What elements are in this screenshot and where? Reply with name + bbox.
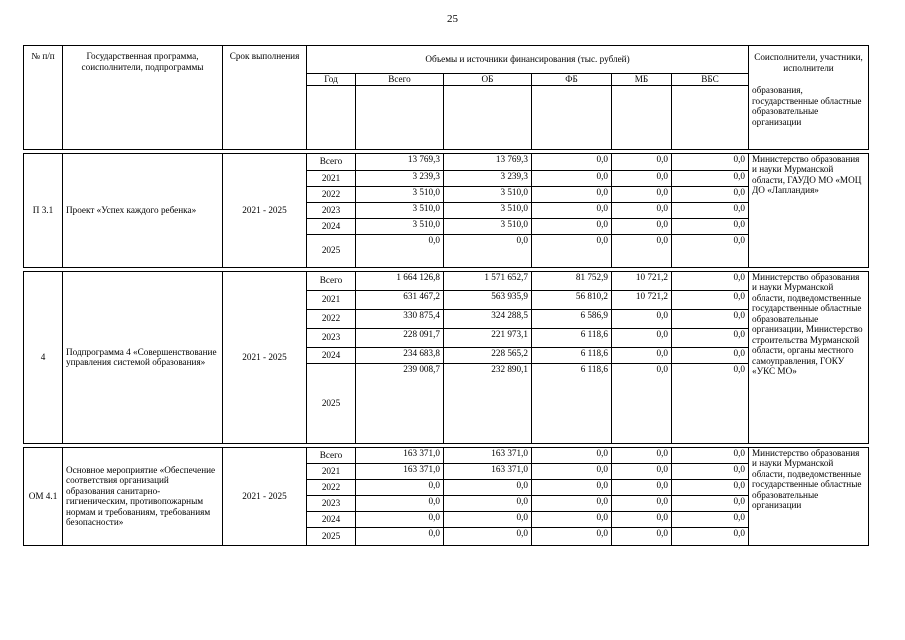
vbs-cell: 0,0 xyxy=(672,479,749,495)
total-cell: 3 510,0 xyxy=(356,186,444,202)
ob-cell: 3 510,0 xyxy=(444,218,532,234)
year-cell: 2025 xyxy=(307,234,356,267)
year-cell: 2024 xyxy=(307,347,356,363)
mb-cell: 0,0 xyxy=(612,309,672,328)
mb-cell: 0,0 xyxy=(612,202,672,218)
ob-cell: 232 890,1 xyxy=(444,363,532,443)
mb-cell: 0,0 xyxy=(612,495,672,511)
year-cell: Всего xyxy=(307,271,356,290)
page-number: 25 xyxy=(447,13,458,25)
year-cell: Всего xyxy=(307,153,356,170)
fb-cell: 0,0 xyxy=(532,218,612,234)
section-name: Основное мероприятие «Обеспечение соответствия организаций образования санитарно-гигиеническим, противопожарным нормам и требованиям, требованиям безопасности» xyxy=(63,447,223,545)
year-cell: 2024 xyxy=(307,511,356,527)
fb-cell: 0,0 xyxy=(532,186,612,202)
year-cell: 2023 xyxy=(307,495,356,511)
ob-cell: 0,0 xyxy=(444,234,532,267)
mb-cell: 0,0 xyxy=(612,347,672,363)
continuation-text: образования, государственные областные образовательные организации xyxy=(749,73,869,149)
ob-cell: 163 371,0 xyxy=(444,447,532,463)
year-cell: 2022 xyxy=(307,309,356,328)
section-name: Проект «Успех каждого ребенка» xyxy=(63,153,223,267)
vbs-cell: 0,0 xyxy=(672,511,749,527)
total-cell: 1 664 126,8 xyxy=(356,271,444,290)
year-cell: 2021 xyxy=(307,290,356,309)
ob-cell: 0,0 xyxy=(444,511,532,527)
vbs-cell: 0,0 xyxy=(672,202,749,218)
vbs-cell: 0,0 xyxy=(672,328,749,347)
mb-cell: 10 721,2 xyxy=(612,271,672,290)
mb-cell: 0,0 xyxy=(612,153,672,170)
ob-cell: 3 239,3 xyxy=(444,170,532,186)
mb-cell: 0,0 xyxy=(612,363,672,443)
ob-cell: 0,0 xyxy=(444,527,532,545)
total-cell: 0,0 xyxy=(356,511,444,527)
total-cell: 330 875,4 xyxy=(356,309,444,328)
vbs-cell: 0,0 xyxy=(672,363,749,443)
ob-cell: 0,0 xyxy=(444,479,532,495)
blank-cell xyxy=(356,85,444,149)
vbs-cell: 0,0 xyxy=(672,170,749,186)
mb-cell: 0,0 xyxy=(612,170,672,186)
header-program: Государственная программа, соисполнители, подпрограммы xyxy=(63,46,223,150)
ob-cell: 228 565,2 xyxy=(444,347,532,363)
vbs-cell: 0,0 xyxy=(672,527,749,545)
mb-cell: 0,0 xyxy=(612,479,672,495)
vbs-cell: 0,0 xyxy=(672,271,749,290)
fb-cell: 81 752,9 xyxy=(532,271,612,290)
year-cell: 2023 xyxy=(307,328,356,347)
fb-cell: 6 118,6 xyxy=(532,328,612,347)
fb-cell: 6 118,6 xyxy=(532,347,612,363)
fb-cell: 0,0 xyxy=(532,463,612,479)
fb-cell: 0,0 xyxy=(532,153,612,170)
mb-cell: 0,0 xyxy=(612,328,672,347)
total-cell: 0,0 xyxy=(356,527,444,545)
mb-cell: 0,0 xyxy=(612,234,672,267)
mb-cell: 0,0 xyxy=(612,218,672,234)
year-cell: 2021 xyxy=(307,170,356,186)
year-cell: 2023 xyxy=(307,202,356,218)
fb-cell: 0,0 xyxy=(532,202,612,218)
header-total: Всего xyxy=(356,73,444,85)
ob-cell: 1 571 652,7 xyxy=(444,271,532,290)
vbs-cell: 0,0 xyxy=(672,186,749,202)
fb-cell: 0,0 xyxy=(532,447,612,463)
header-coexec: Соисполнители, участники, исполнители xyxy=(749,46,869,74)
year-cell: 2022 xyxy=(307,186,356,202)
ob-cell: 563 935,9 xyxy=(444,290,532,309)
ob-cell: 163 371,0 xyxy=(444,463,532,479)
vbs-cell: 0,0 xyxy=(672,447,749,463)
blank-cell xyxy=(307,85,356,149)
vbs-cell: 0,0 xyxy=(672,463,749,479)
year-cell: Всего xyxy=(307,447,356,463)
vbs-cell: 0,0 xyxy=(672,347,749,363)
total-cell: 234 683,8 xyxy=(356,347,444,363)
mb-cell: 0,0 xyxy=(612,511,672,527)
mb-cell: 10 721,2 xyxy=(612,290,672,309)
fb-cell: 56 810,2 xyxy=(532,290,612,309)
ob-cell: 324 288,5 xyxy=(444,309,532,328)
header-fb: ФБ xyxy=(532,73,612,85)
total-cell: 239 008,7 xyxy=(356,363,444,443)
fb-cell: 0,0 xyxy=(532,495,612,511)
total-cell: 13 769,3 xyxy=(356,153,444,170)
section-num: ОМ 4.1 xyxy=(24,447,63,545)
total-cell: 228 091,7 xyxy=(356,328,444,347)
header-vbs: ВБС xyxy=(672,73,749,85)
blank-cell xyxy=(444,85,532,149)
section-term: 2021 - 2025 xyxy=(223,447,307,545)
ob-cell: 3 510,0 xyxy=(444,202,532,218)
table-row xyxy=(24,271,869,290)
vbs-cell: 0,0 xyxy=(672,234,749,267)
table-row xyxy=(24,447,869,463)
section-participants: Министерство образования и науки Мурманской области, подведомственные государственные областные образовательные организации xyxy=(749,447,869,545)
total-cell: 631 467,2 xyxy=(356,290,444,309)
vbs-cell: 0,0 xyxy=(672,290,749,309)
fb-cell: 0,0 xyxy=(532,234,612,267)
fb-cell: 0,0 xyxy=(532,170,612,186)
total-cell: 0,0 xyxy=(356,234,444,267)
header-mb: МБ xyxy=(612,73,672,85)
section-num: П 3.1 xyxy=(24,153,63,267)
header-ob: ОБ xyxy=(444,73,532,85)
blank-cell xyxy=(612,85,672,149)
mb-cell: 0,0 xyxy=(612,447,672,463)
ob-cell: 0,0 xyxy=(444,495,532,511)
fb-cell: 6 586,9 xyxy=(532,309,612,328)
header-funding: Объемы и источники финансирования (тыс. рублей) xyxy=(307,46,749,74)
total-cell: 163 371,0 xyxy=(356,447,444,463)
ob-cell: 13 769,3 xyxy=(444,153,532,170)
header-year: Год xyxy=(307,73,356,85)
vbs-cell: 0,0 xyxy=(672,153,749,170)
funding-table xyxy=(23,45,869,546)
total-cell: 3 239,3 xyxy=(356,170,444,186)
total-cell: 0,0 xyxy=(356,479,444,495)
table-row xyxy=(24,153,869,170)
year-cell: 2025 xyxy=(307,527,356,545)
year-cell: 2021 xyxy=(307,463,356,479)
blank-cell xyxy=(532,85,612,149)
header-num: № п/п xyxy=(24,46,63,150)
section-participants: Министерство образования и науки Мурманской области, ГАУДО МО «МОЦ ДО «Лапландия» xyxy=(749,153,869,267)
vbs-cell: 0,0 xyxy=(672,218,749,234)
section-num: 4 xyxy=(24,271,63,443)
ob-cell: 3 510,0 xyxy=(444,186,532,202)
section-term: 2021 - 2025 xyxy=(223,271,307,443)
mb-cell: 0,0 xyxy=(612,527,672,545)
fb-cell: 0,0 xyxy=(532,479,612,495)
year-cell: 2022 xyxy=(307,479,356,495)
fb-cell: 0,0 xyxy=(532,511,612,527)
mb-cell: 0,0 xyxy=(612,463,672,479)
section-term: 2021 - 2025 xyxy=(223,153,307,267)
year-cell: 2025 xyxy=(307,363,356,443)
fb-cell: 6 118,6 xyxy=(532,363,612,443)
fb-cell: 0,0 xyxy=(532,527,612,545)
ob-cell: 221 973,1 xyxy=(444,328,532,347)
total-cell: 163 371,0 xyxy=(356,463,444,479)
vbs-cell: 0,0 xyxy=(672,309,749,328)
vbs-cell: 0,0 xyxy=(672,495,749,511)
section-participants: Министерство образования и науки Мурманской области, подведомственные государственные областные образовательные организации, Министерство строительства Мурманской области, органы местного самоуправления, ГОКУ «УКС МО» xyxy=(749,271,869,443)
section-name: Подпрограмма 4 «Совершенствование управления системой образования» xyxy=(63,271,223,443)
total-cell: 0,0 xyxy=(356,495,444,511)
mb-cell: 0,0 xyxy=(612,186,672,202)
header-term: Срок выполнения xyxy=(223,46,307,150)
blank-cell xyxy=(672,85,749,149)
total-cell: 3 510,0 xyxy=(356,218,444,234)
year-cell: 2024 xyxy=(307,218,356,234)
total-cell: 3 510,0 xyxy=(356,202,444,218)
